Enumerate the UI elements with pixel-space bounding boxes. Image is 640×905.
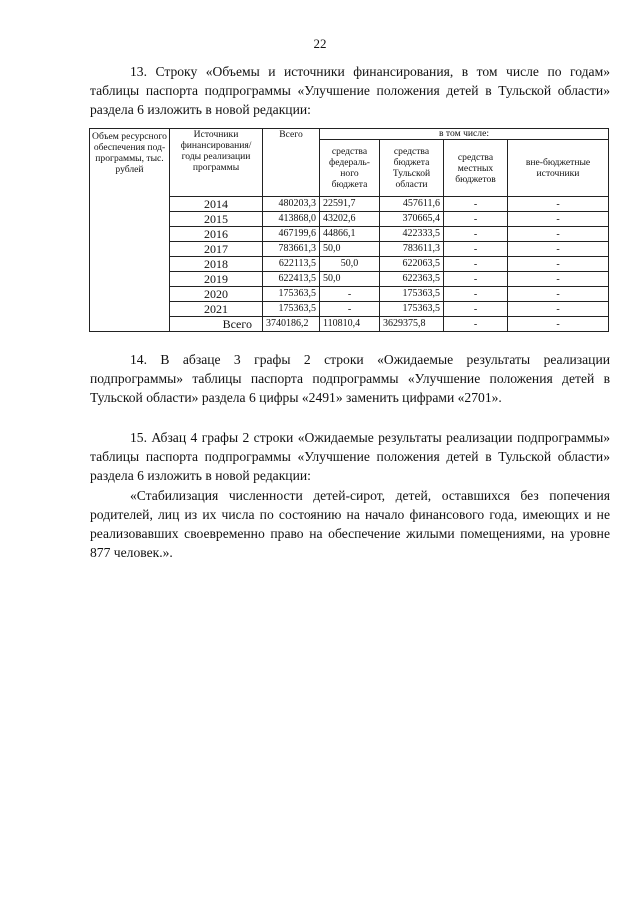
federal-cell: 50,0 — [320, 242, 380, 257]
federal-cell: 22591,7 — [320, 197, 380, 212]
offbudget-cell: - — [508, 197, 609, 212]
total-cell: 783661,3 — [263, 242, 320, 257]
sum-local-cell: - — [444, 317, 508, 332]
sum-federal-cell: 110810,4 — [320, 317, 380, 332]
local-cell: - — [444, 302, 508, 317]
financing-table — [89, 128, 609, 332]
regional-header: средства бюджета Тульской области — [380, 140, 444, 197]
total-cell: 175363,5 — [263, 287, 320, 302]
offbudget-header: вне-бюджетные источники — [508, 140, 609, 197]
total-cell: 175363,5 — [263, 302, 320, 317]
federal-cell: - — [320, 287, 380, 302]
regional-cell: 783611,3 — [380, 242, 444, 257]
local-cell: - — [444, 272, 508, 287]
local-cell: - — [444, 227, 508, 242]
paragraph-14: 14. В абзаце 3 графы 2 строки «Ожидаемые результаты реализации подпрограммы» таблицы паспорта подпрограммы «Улучшение положения детей в Тульской области» раздела 6 цифры «2491» заменить цифрами «2701». — [90, 352, 610, 405]
year-cell: 2017 — [170, 242, 263, 257]
federal-cell: 44866,1 — [320, 227, 380, 242]
regional-cell: 175363,5 — [380, 287, 444, 302]
regional-cell: 422333,5 — [380, 227, 444, 242]
federal-cell: 50,0 — [320, 257, 380, 272]
paragraph-13: 13. Строку «Объемы и источники финансирования, в том числе по годам» таблицы паспорта подпрограммы «Улучшение положения детей в Тульской области» раздела 6 изложить в новой редакции: — [90, 64, 610, 117]
year-cell: 2016 — [170, 227, 263, 242]
local-cell: - — [444, 287, 508, 302]
federal-cell: 50,0 — [320, 272, 380, 287]
offbudget-cell: - — [508, 287, 609, 302]
federal-cell: - — [320, 302, 380, 317]
regional-cell: 370665,4 — [380, 212, 444, 227]
sum-regional-cell: 3629375,8 — [380, 317, 444, 332]
offbudget-cell: - — [508, 212, 609, 227]
local-cell: - — [444, 197, 508, 212]
offbudget-cell: - — [508, 242, 609, 257]
total-cell: 467199,6 — [263, 227, 320, 242]
regional-cell: 175363,5 — [380, 302, 444, 317]
federal-header: средства федераль-ного бюджета — [320, 140, 380, 197]
year-cell: 2019 — [170, 272, 263, 287]
sum-offbudget-cell: - — [508, 317, 609, 332]
offbudget-cell: - — [508, 257, 609, 272]
including-header: в том числе: — [320, 129, 609, 140]
year-cell: 2014 — [170, 197, 263, 212]
quoted-text: «Стабилизация численности детей-сирот, детей, оставшихся без попечения родителей, лиц из их числа по состоянию на начало финансового года, имеющих и не реализовавших своевременно право на обеспечение жилыми помещениями, на уровне 877 человек.». — [90, 488, 610, 560]
sum-label-cell: Всего — [170, 317, 263, 332]
year-cell: 2020 — [170, 287, 263, 302]
year-cell: 2018 — [170, 257, 263, 272]
local-cell: - — [444, 242, 508, 257]
offbudget-cell: - — [508, 272, 609, 287]
offbudget-cell: - — [508, 227, 609, 242]
regional-cell: 457611,6 — [380, 197, 444, 212]
sources-header: Источники финансирования/ годы реализации программы — [170, 129, 263, 197]
total-header: Всего — [263, 129, 320, 197]
regional-cell: 622063,5 — [380, 257, 444, 272]
local-cell: - — [444, 212, 508, 227]
paragraph-15: 15. Абзац 4 графы 2 строки «Ожидаемые результаты реализации подпрограммы» таблицы паспорта подпрограммы «Улучшение положения детей в Тульской области» раздела 6 изложить в новой редакции: — [90, 430, 610, 483]
page-number: 22 — [313, 36, 327, 51]
offbudget-cell: - — [508, 302, 609, 317]
sum-total-cell: 3740186,2 — [263, 317, 320, 332]
total-cell: 622413,5 — [263, 272, 320, 287]
year-cell: 2021 — [170, 302, 263, 317]
local-cell: - — [444, 257, 508, 272]
total-cell: 413868,0 — [263, 212, 320, 227]
total-cell: 622113,5 — [263, 257, 320, 272]
regional-cell: 622363,5 — [380, 272, 444, 287]
volume-header-cell: Объем ресурсного обеспечения под-программы, тыс. рублей — [90, 129, 170, 332]
total-cell: 480203,3 — [263, 197, 320, 212]
local-header: средства местных бюджетов — [444, 140, 508, 197]
year-cell: 2015 — [170, 212, 263, 227]
federal-cell: 43202,6 — [320, 212, 380, 227]
